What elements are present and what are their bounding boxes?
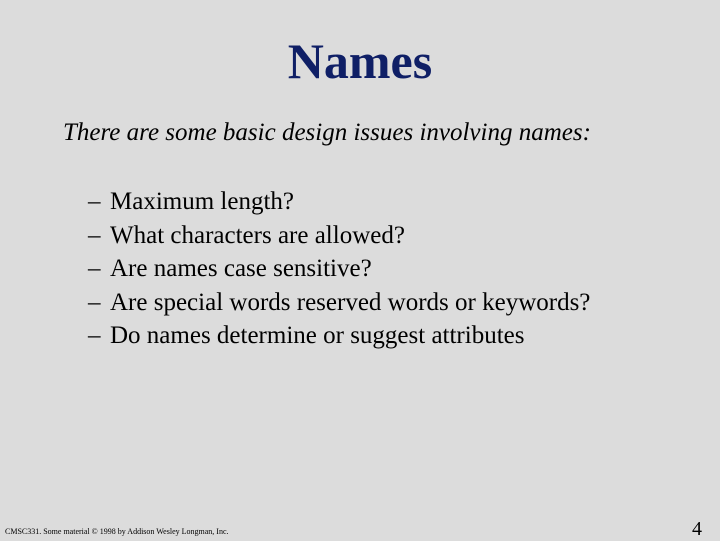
bullet-text: Are special words reserved words or keywords? xyxy=(110,288,591,316)
bullet-text: Do names determine or suggest attributes xyxy=(110,322,525,349)
bullet-list xyxy=(88,185,590,353)
bullet-item xyxy=(88,286,590,320)
slide-title: Names xyxy=(287,33,433,89)
bullet-text: Maximum length? xyxy=(110,188,294,215)
bullet-marker: – xyxy=(88,288,101,316)
bullet-text: Are names case sensitive? xyxy=(110,255,372,282)
bullet-item xyxy=(88,252,590,286)
footer-copyright: CMSC331. Some material © 1998 by Addison Wesley Longman, Inc. xyxy=(5,527,229,536)
page-number: 4 xyxy=(692,518,702,540)
bullet-marker: – xyxy=(88,255,101,282)
bullet-marker: – xyxy=(88,322,101,349)
bullet-item xyxy=(88,319,590,353)
bullet-marker: – xyxy=(88,221,101,249)
bullet-item xyxy=(88,185,590,219)
bullet-text: What characters are allowed? xyxy=(110,221,405,249)
bullet-item xyxy=(88,219,590,253)
bullet-marker: – xyxy=(88,188,101,215)
intro-text: There are some basic design issues involving names: xyxy=(63,119,591,146)
